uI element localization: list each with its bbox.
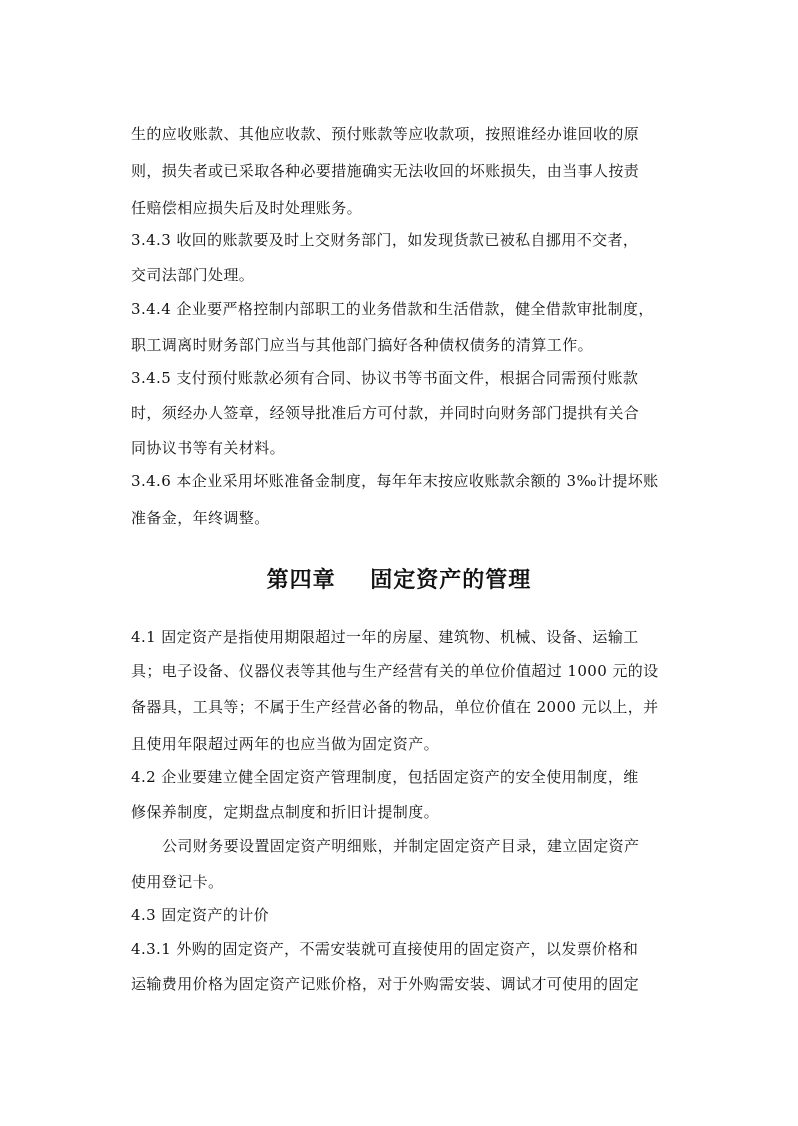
paragraph-line: 同协议书等有关材料。 xyxy=(131,439,286,457)
paragraph-line: 运输费用价格为固定资产记账价格，对于外购需安装、调试才可使用的固定 xyxy=(131,975,640,993)
paragraph-line: 备器具，工具等；不属于生产经营必备的物品，单位价值在 2000 元以上，并 xyxy=(131,698,659,716)
paragraph-line: 且使用年限超过两年的也应当做为固定资产。 xyxy=(131,735,440,753)
paragraph-line: 则，损失者或已采取各种必要措施确实无法收回的坏账损失，由当事人按责 xyxy=(131,162,640,180)
paragraph-line: 4.2 企业要建立健全固定资产管理制度，包括固定资产的安全使用制度，维 xyxy=(131,768,639,786)
paragraph-line: 生的应收账款、其他应收款、预付账款等应收款项，按照谁经办谁回收的原 xyxy=(131,125,640,143)
paragraph-line: 3.4.3 收回的账款要及时上交财务部门，如发现货款已被私自挪用不交者， xyxy=(131,231,639,249)
paragraph-line: 准备金，年终调整。 xyxy=(131,509,270,527)
paragraph-line: 4.3.1 外购的固定资产，不需安装就可直接使用的固定资产，以发票价格和 xyxy=(131,940,639,958)
chapter-title: 第四章 固定资产的管理 xyxy=(266,568,532,593)
paragraph-line: 公司财务要设置固定资产明细账，并制定固定资产目录，建立固定资产 xyxy=(162,837,640,855)
paragraph-line: 4.1 固定资产是指使用期限超过一年的房屋、建筑物、机械、设备、运输工 xyxy=(131,628,639,646)
paragraph-line: 任赔偿相应损失后及时处理账务。 xyxy=(131,199,363,217)
paragraph-line: 时，须经办人签章，经领导批准后方可付款，并同时向财务部门提拱有关合 xyxy=(131,404,640,422)
paragraph-line: 3.4.6 本企业采用坏账准备金制度，每年年末按应收账款余额的 3‰计提坏账 xyxy=(131,472,659,490)
paragraph-line: 3.4.5 支付预付账款必须有合同、协议书等书面文件，根据合同需预付账款 xyxy=(131,369,639,387)
paragraph-line: 具；电子设备、仪器仪表等其他与生产经营有关的单位价值超过 1000 元的设 xyxy=(131,662,659,680)
paragraph-line: 3.4.4 企业要严格控制内部职工的业务借款和生活借款，健全借款审批制度， xyxy=(131,300,654,318)
paragraph-line: 修保养制度，定期盘点制度和折旧计提制度。 xyxy=(131,803,440,821)
paragraph-line: 使用登记卡。 xyxy=(131,873,224,891)
paragraph-line: 交司法部门处理。 xyxy=(131,266,255,284)
section-heading: 4.3 固定资产的计价 xyxy=(131,906,270,924)
paragraph-line: 职工调离时财务部门应当与其他部门搞好各种债权债务的清算工作。 xyxy=(131,336,594,354)
